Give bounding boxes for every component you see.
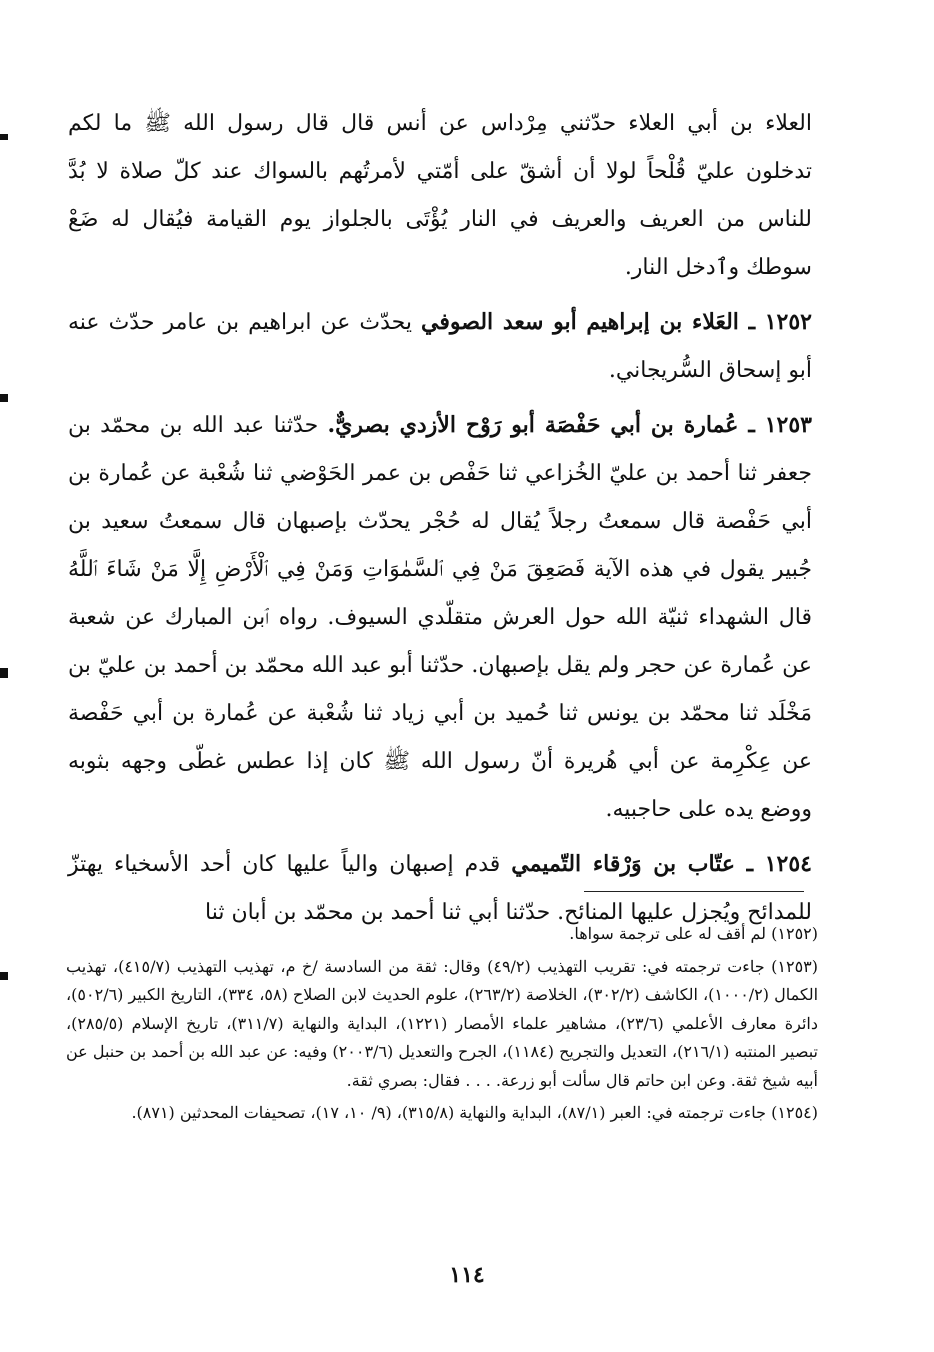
footnotes: [66, 920, 818, 1132]
paragraph-continuation: [68, 100, 812, 292]
entry-body: يحدّث عن ابراهيم بن عامر حدّث عنه أبو إسحاق السُّريجاني.: [68, 310, 812, 383]
entry-heading: ١٢٥٤ ـ عتّاب بن وَرْقاء التّميمي: [511, 851, 812, 877]
scan-edge-mark: [0, 668, 8, 678]
scan-edge-mark: [0, 134, 8, 140]
scan-edge-mark: [0, 394, 8, 402]
page-number: ١١٤: [449, 1262, 485, 1288]
footnote-divider: [584, 891, 804, 892]
entry-heading: ١٢٥٣ ـ عُمارة بن أبي حَفْصَة أبو رَوْح الأزدي بصريٌّ.: [327, 412, 812, 438]
paragraph-text: العلاء بن أبي العلاء حدّثني مِرْداس عن أنس قال قال رسول الله ﷺ ما لكم تدخلون عليّ قُلْحاً لولا أن أشقّ على أمّتي لأمرتُهم بالسواك عند كلّ صلاة لا بُدَّ للناس من العريف والعريف في النار يُؤْتَى بالجلواز يوم القيامة فيُقال له ضَعْ سوطك وٱدخل النار.: [68, 111, 812, 280]
footnote-1254: (١٢٥٤) جاءت ترجمته في: العبر (٨٧/١)، البداية والنهاية (٣١٥/٨)، (٩/ ١٠، ١٧)، تصحيفات المحدثين (٨٧١).: [131, 1103, 818, 1122]
footnote-1253: (١٢٥٣) جاءت ترجمته في: تقريب التهذيب (٤٩/٢) وقال: ثقة من السادسة /خ م، تهذيب التهذيب (٤١٥/٧)، تهذيب الكمال (١٠٠٠/٢)، الكاشف (٣٠٢/٢)، الخلاصة (٢٦٣/٢)، علوم الحديث لابن الصلاح (٥٨، ٣٣٤)، التاريخ الكبير (٥٠٢/٦)، دائرة معارف الأعلمي (٢٣/٦)، مشاهير علماء الأمصار (١٢٢١)، البداية والنهاية (٣١١/٧)، تاريخ الإسلام (٢٨٥/٥)، تبصير المنتبه (٢١٦/١)، التعديل والتجريح (١١٨٤)، الجرح والتعديل (٢٠٠٣/٦) وفيه: عن عبد الله بن أحمد بن حنبل عن أبيه شيخ ثقة. وعن ابن حاتم قال سألت أبو زرعة. . . . فقال: بصري ثقة.: [66, 956, 819, 1090]
entry-body: قدم إصبهان والياً عليها كان أحد الأسخياء يهتزّ للمدائح ويُجزل عليها المنائح. حدّثنا أبي ثنا أحمد بن محمّد بن أبان ثنا: [68, 852, 812, 925]
entry-1253: [68, 401, 812, 834]
footnote-1252: (١٢٥٢) لم أقف له على ترجمة سواها.: [569, 924, 818, 943]
entry-body: حدّثنا عبد الله بن محمّد بن جعفر ثنا أحمد بن عليّ الخُزاعي ثنا حَفْص بن عمر الحَوْضي ثنا شُعْبة عن عُمارة بن أبي حَفْصة قال سمعتُ رجلاً يُقال له حُجْر يحدّث بإصبهان قال سمعتُ سعيد بن جُبير يقول في هذه الآية فَصَعِقَ مَنْ فِي ٱلسَّمٰوَاتِ وَمَنْ فِي ٱلْأَرْضِ إِلَّا مَنْ شَاءَ ٱللَّهُ قال الشهداء ثنيّة الله حول العرش متقلّدي السيوف. رواه ٱبن المبارك عن شعبة عن عُمارة عن حجر ولم يقل بإصبهان. حدّثنا أبو عبد الله محمّد بن أحمد بن عليّ بن مَخْلَد ثنا محمّد بن يونس ثنا حُميد بن أبي زياد ثنا شُعْبة عن عُمارة بن أبي حَفْصة عن عِكْرِمة عن أبي هُريرة أنّ رسول الله ﷺ كان إذا عطس غطّى وجهه بثوبه ووضع يده على حاجبيه.: [68, 413, 812, 822]
main-text: [68, 100, 812, 943]
entry-heading: ١٢٥٢ ـ العَلاء بن إبراهيم أبو سعد الصوفي: [421, 309, 812, 335]
scan-edge-mark: [0, 972, 8, 980]
entry-1252: [68, 298, 812, 395]
